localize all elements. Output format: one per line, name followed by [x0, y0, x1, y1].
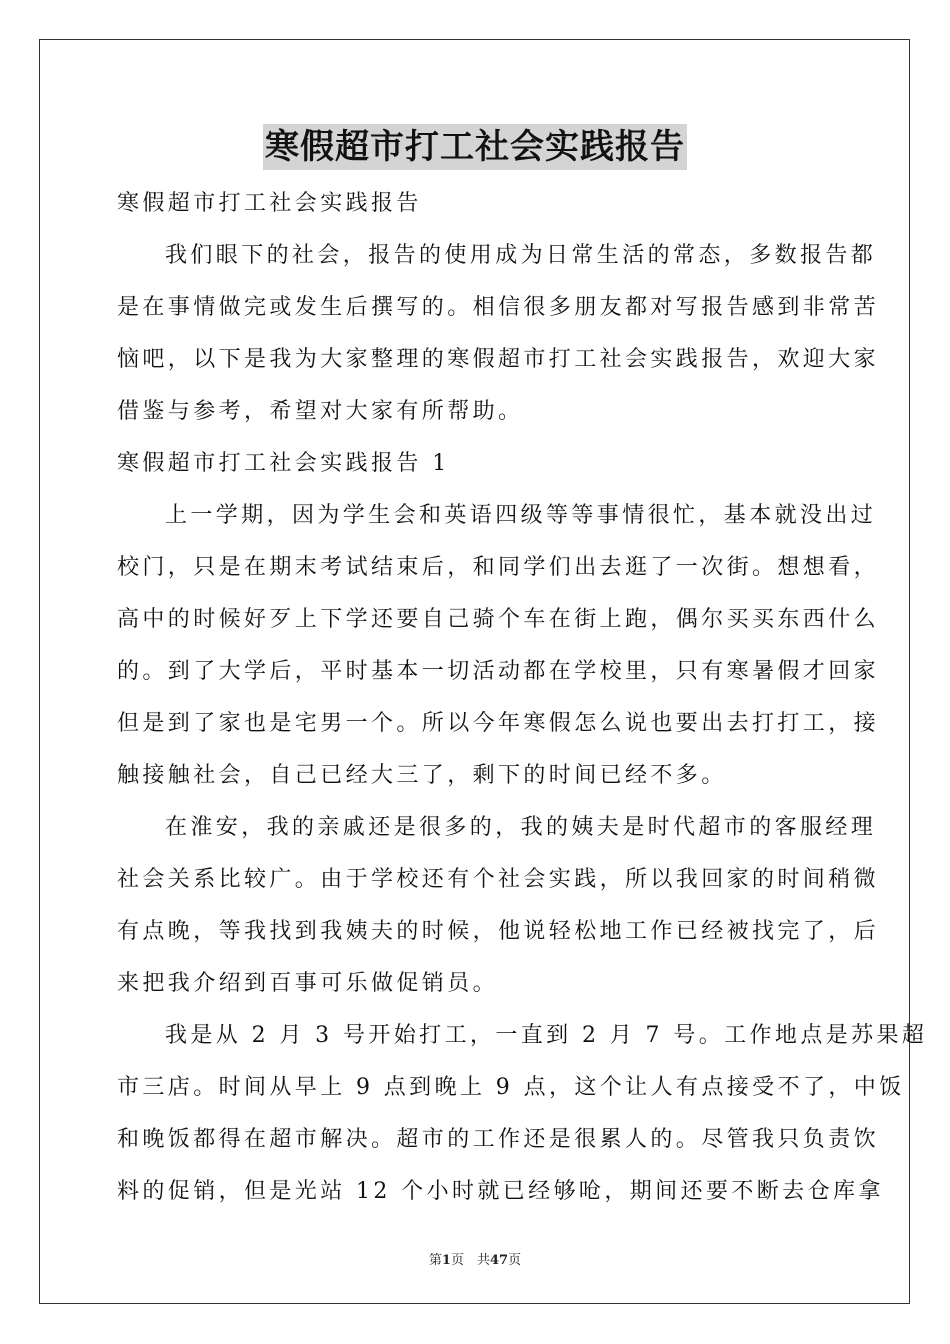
body-line: 料的促销，但是光站 12 个小时就已经够呛，期间还要不断去仓库拿: [117, 1179, 884, 1204]
page-number-prefix: 第: [428, 1253, 442, 1268]
body-line: 但是到了家也是宅男一个。所以今年寒假怎么说也要出去打打工，接: [117, 711, 880, 736]
body-line: 我们眼下的社会，报告的使用成为日常生活的常态，多数报告都: [165, 243, 877, 268]
total-page-count: 47: [489, 1253, 509, 1268]
body-line: 上一学期，因为学生会和英语四级等等事情很忙，基本就没出过: [165, 503, 877, 528]
body-line: 触接触社会，自己已经大三了，剩下的时间已经不多。: [117, 763, 727, 788]
body-line: 校门，只是在期末考试结束后，和同学们出去逛了一次街。想想看，: [117, 555, 880, 580]
body-line: 在淮安，我的亲戚还是很多的，我的姨夫是时代超市的客服经理: [165, 815, 877, 840]
body-line: 来把我介绍到百事可乐做促销员。: [117, 971, 499, 996]
body-line: 是在事情做完或发生后撰写的。相信很多朋友都对写报告感到非常苦: [117, 295, 880, 320]
body-line: 恼吧，以下是我为大家整理的寒假超市打工社会实践报告，欢迎大家: [117, 347, 880, 372]
body-line: 社会关系比较广。由于学校还有个社会实践，所以我回家的时间稍微: [117, 867, 880, 892]
subtitle-line: 寒假超市打工社会实践报告: [117, 191, 422, 216]
current-page-number: 1: [441, 1253, 451, 1268]
section-heading: 寒假超市打工社会实践报告 1: [117, 451, 450, 476]
body-line: 我是从 2 月 3 号开始打工，一直到 2 月 7 号。工作地点是苏果超: [165, 1023, 928, 1048]
page-number-middle: 页 共: [450, 1253, 490, 1268]
body-line: 的。到了大学后，平时基本一切活动都在学校里，只有寒暑假才回家: [117, 659, 880, 684]
body-line: 高中的时候好歹上下学还要自己骑个车在街上跑，偶尔买买东西什么: [117, 607, 880, 632]
page-footer: [0, 1249, 950, 1268]
body-line: 和晚饭都得在超市解决。超市的工作还是很累人的。尽管我只负责饮: [117, 1127, 880, 1152]
page-number-suffix: 页: [508, 1253, 522, 1268]
body-line: 市三店。时间从早上 9 点到晚上 9 点，这个让人有点接受不了，中饭: [117, 1075, 905, 1100]
body-line: 有点晚，等我找到我姨夫的时候，他说轻松地工作已经被找完了，后: [117, 919, 880, 944]
document-title: 寒假超市打工社会实践报告: [263, 124, 687, 170]
document-body: [117, 178, 928, 1218]
body-line: 借鉴与参考，希望对大家有所帮助。: [117, 399, 524, 424]
title-container: [0, 124, 950, 170]
